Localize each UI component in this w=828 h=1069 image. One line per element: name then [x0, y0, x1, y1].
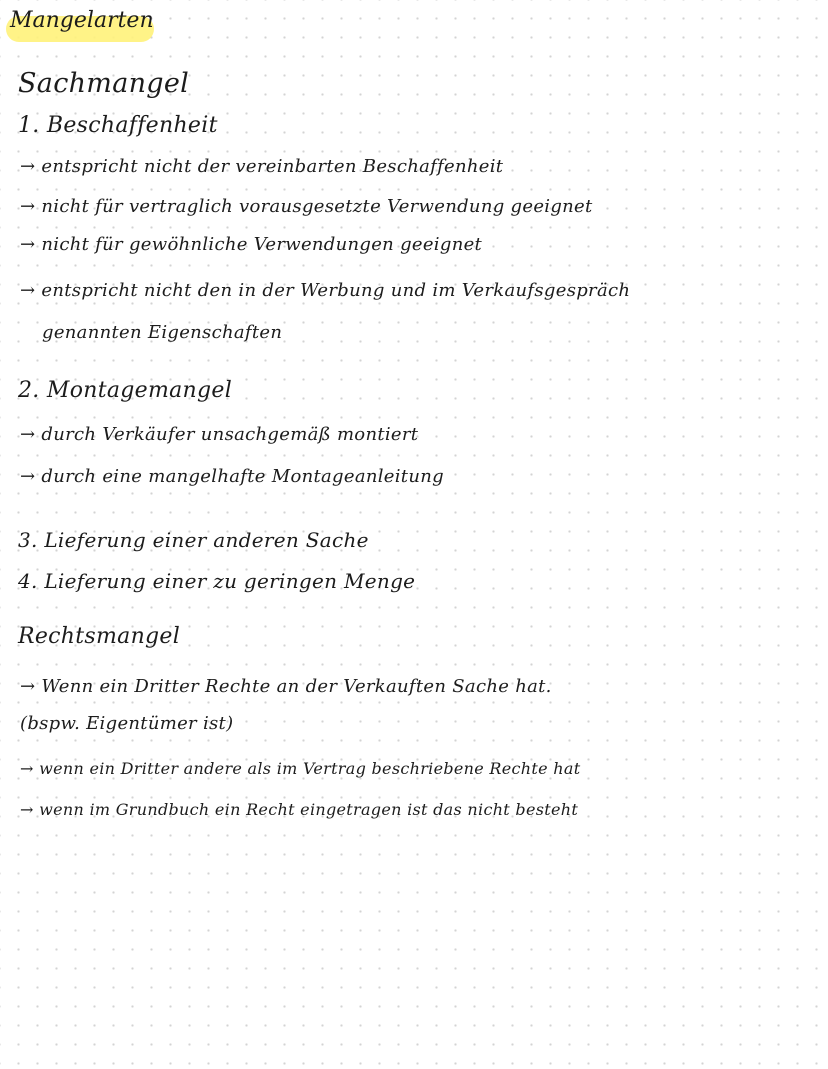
section-heading-sachmangel: Sachmangel [18, 68, 190, 99]
list-item-continuation: (bspw. Eigentümer ist) [20, 713, 234, 734]
subheading-beschaffenheit: 1. Beschaffenheit [18, 113, 218, 138]
list-item: → wenn ein Dritter andere als im Vertrag beschriebene Rechte hat [20, 759, 581, 778]
subheading-lieferung-menge: 4. Lieferung einer zu geringen Menge [18, 569, 416, 593]
subheading-lieferung-andere-sache: 3. Lieferung einer anderen Sache [18, 528, 369, 552]
page-title: Mangelarten [10, 8, 154, 33]
list-item-continuation: genannten Eigenschaften [42, 322, 283, 343]
title-block [6, 8, 154, 33]
list-item: → wenn im Grundbuch ein Recht eingetragen ist das nicht besteht [20, 800, 579, 819]
list-item: → nicht für vertraglich vorausgesetzte Verwendung geeignet [20, 196, 593, 217]
section-heading-rechtsmangel: Rechtsmangel [18, 624, 181, 649]
list-item: → durch eine mangelhafte Montageanleitung [20, 466, 444, 487]
list-item: → entspricht nicht der vereinbarten Beschaffenheit [20, 156, 504, 177]
subheading-montagemangel: 2. Montagemangel [18, 378, 233, 403]
list-item: → Wenn ein Dritter Rechte an der Verkauften Sache hat. [20, 676, 552, 697]
list-item: → nicht für gewöhnliche Verwendungen geeignet [20, 234, 483, 255]
list-item: → entspricht nicht den in der Werbung und im Verkaufsgespräch [20, 280, 631, 301]
list-item: → durch Verkäufer unsachgemäß montiert [20, 424, 419, 445]
